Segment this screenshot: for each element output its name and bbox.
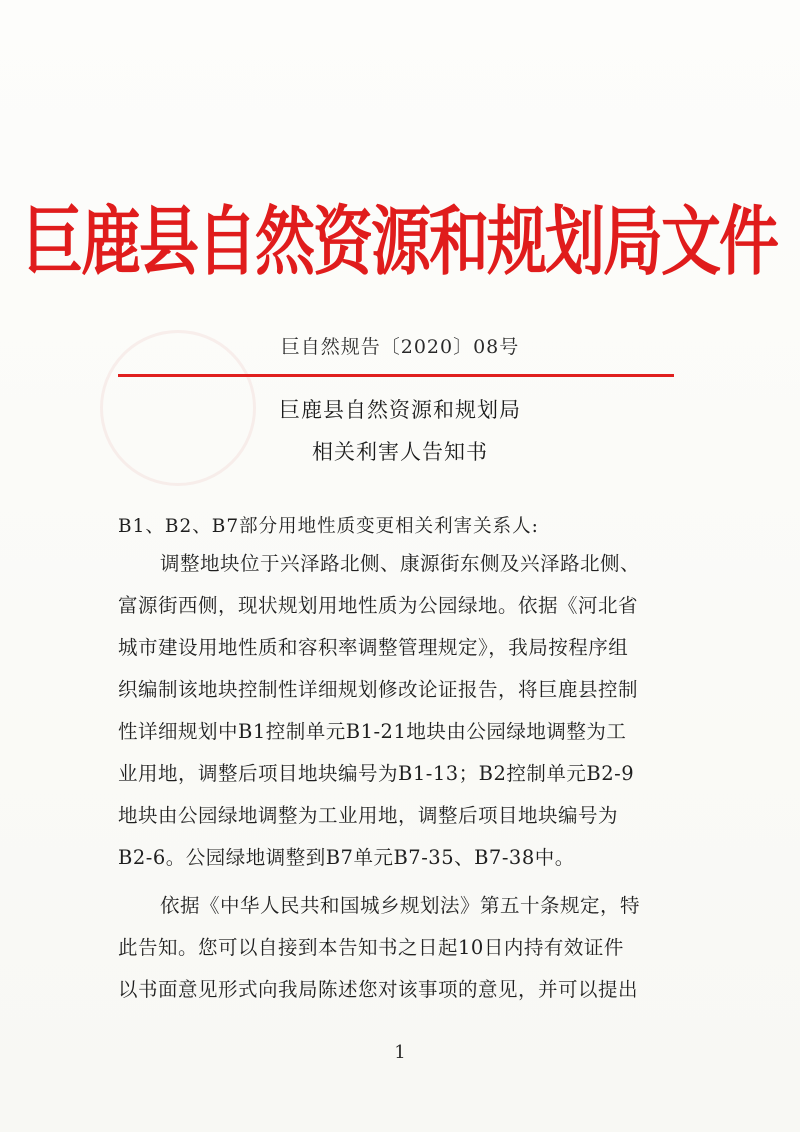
- document-header: 巨鹿县自然资源和规划局文件: [23, 198, 777, 287]
- paragraph-2: [118, 885, 686, 1011]
- paragraph-line: 以书面意见形式向我局陈述您对该事项的意见，并可以提出: [118, 978, 639, 1001]
- paragraph-line: 织编制该地块控制性详细规划修改论证报告，将巨鹿县控制: [118, 678, 639, 701]
- paragraph-line: 依据《中华人民共和国城乡规划法》第五十条规定，特: [160, 894, 641, 917]
- paragraph-line: 性详细规划中B1控制单元B1-21地块由公园绿地调整为工: [118, 720, 627, 743]
- salutation: B1、B2、B7部分用地性质变更相关利害关系人:: [118, 516, 539, 537]
- paragraph-line: 调整地块位于兴泽路北侧、康源街东侧及兴泽路北侧、: [160, 552, 641, 575]
- document-number: 巨自然规告〔2020〕08号: [280, 336, 520, 358]
- document-title-line-2: 相关利害人告知书: [312, 440, 488, 464]
- paragraph-line: 此告知。您可以自接到本告知书之日起10日内持有效证件: [118, 936, 624, 959]
- paragraph-1: [118, 543, 686, 879]
- document-title-line-1: 巨鹿县自然资源和规划局: [279, 398, 521, 422]
- paragraph-line: 富源街西侧，现状规划用地性质为公园绿地。依据《河北省: [118, 594, 639, 617]
- paragraph-line: 地块由公园绿地调整为工业用地，调整后项目地块编号为: [118, 804, 619, 827]
- paragraph-line: 城市建设用地性质和容积率调整管理规定》，我局按程序组: [118, 636, 629, 659]
- paragraph-line: 业用地，调整后项目地块编号为B1-13；B2控制单元B2-9: [118, 762, 635, 785]
- page-number: 1: [394, 1042, 406, 1063]
- red-divider-line: [118, 374, 674, 377]
- paragraph-line: B2-6。公园绿地调整到B7单元B7-35、B7-38中。: [118, 846, 575, 869]
